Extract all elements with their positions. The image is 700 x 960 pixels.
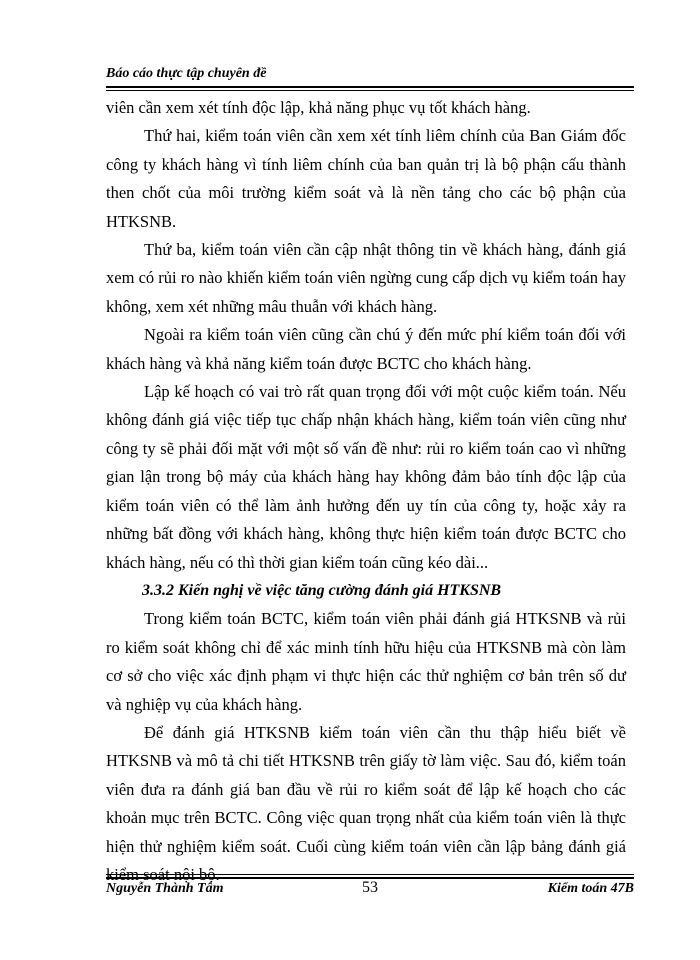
paragraph-ic-assessment: Trong kiểm toán BCTC, kiểm toán viên phải đánh giá HTKSNB và rủi ro kiểm soát không chỉ để xác minh tính hữu hiệu của HTKSNB mà còn làm cơ sở cho việc xác định phạm vi thực hiện các thử nghiệm cơ bản trên số dư và nghiệp vụ của khách hàng. xyxy=(106,609,626,714)
page-number: 53 xyxy=(362,879,378,896)
footer-rule-thin xyxy=(106,874,634,875)
paragraph-continuation: viên cần xem xét tính độc lập, khả năng phục vụ tốt khách hàng. xyxy=(106,98,531,117)
section-heading: 3.3.2 Kiến nghị về việc tăng cường đánh giá HTKSNB xyxy=(142,581,502,599)
header-rule-thin xyxy=(106,90,634,91)
paragraph-second-point: Thứ hai, kiểm toán viên cần xem xét tính liêm chính của Ban Giám đốc công ty khách hàng vì tính liêm chính của ban quản trị là bộ phận cấu thành then chốt của môi trường kiểm soát và là nền tảng cho các bộ phận của HTKSNB. xyxy=(106,126,626,231)
paragraph-third-point: Thứ ba, kiểm toán viên cần cập nhật thông tin về khách hàng, đánh giá xem có rủi ro nào khiến kiểm toán viên ngừng cung cấp dịch vụ kiểm toán hay không, xem xét những mâu thuẫn với khách hàng. xyxy=(106,240,626,316)
paragraph-audit-fee: Ngoài ra kiểm toán viên cũng cần chú ý đến mức phí kiểm toán đối với khách hàng và khả năng kiểm toán được BCTC cho khách hàng. xyxy=(106,325,626,373)
paragraph-planning: Lập kế hoạch có vai trò rất quan trọng đối với một cuộc kiểm toán. Nếu không đánh giá việc tiếp tục chấp nhận khách hàng, kiểm toán viên cũng như công ty sẽ phải đối mặt với một số vấn đề như: rủi ro kiểm toán cao vì những gian lận trong bộ máy của khách hàng hay không đảm bảo tính độc lập của kiểm toán viên có thể làm ảnh hưởng đến uy tín của công ty, hoặc xảy ra những bất đồng với khách hàng, không thực hiện kiểm toán được BCTC cho khách hàng, nếu có thì thời gian kiểm toán cũng kéo dài... xyxy=(106,382,626,572)
document-body xyxy=(106,94,626,889)
header-rule xyxy=(106,86,634,88)
footer-author: Nguyễn Thành Tâm xyxy=(106,881,224,896)
header-title: Báo cáo thực tập chuyên đề xyxy=(106,66,267,81)
footer-class: Kiểm toán 47B xyxy=(547,881,634,896)
paragraph-ic-procedure: Để đánh giá HTKSNB kiểm toán viên cần thu thập hiểu biết về HTKSNB và mô tả chi tiết HTKSNB trên giấy tờ làm việc. Sau đó, kiểm toán viên đưa ra đánh giá ban đầu về rủi ro kiểm soát để lập kế hoạch cho các khoản mục trên BCTC. Công việc quan trọng nhất của kiểm toán viên là thực hiện thử nghiệm kiểm soát. Cuối cùng kiểm toán viên cần lập bảng đánh giá xyxy=(106,722,626,856)
